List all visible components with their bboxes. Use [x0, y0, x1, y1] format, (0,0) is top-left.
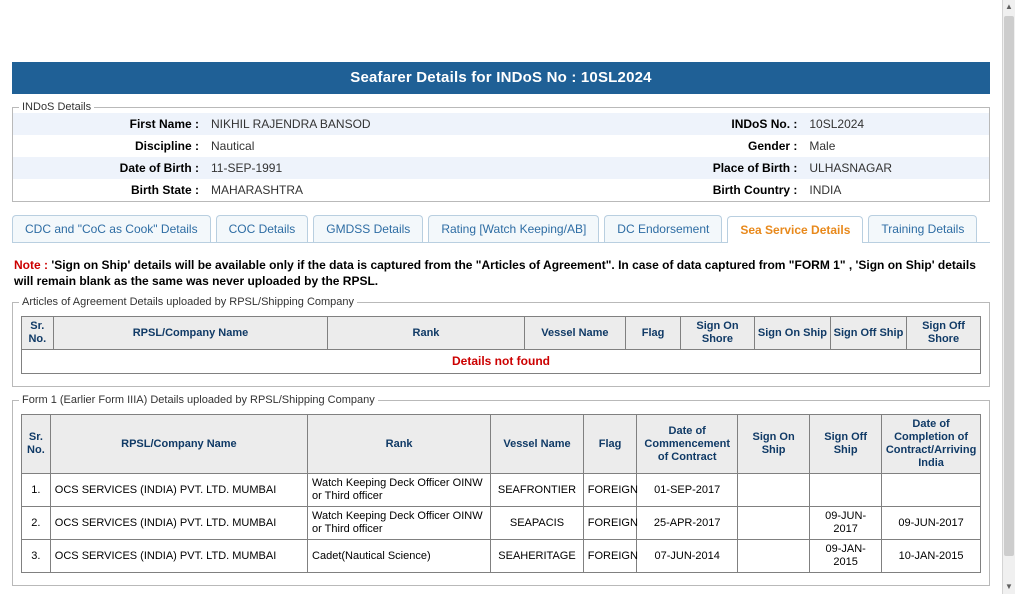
cell-date-of-completion: 10-JAN-2015: [882, 540, 981, 573]
dob-label: Date of Birth :: [13, 157, 205, 179]
table-row: [22, 474, 981, 507]
table-header-row: [22, 317, 981, 350]
chevron-down-icon[interactable]: ▼: [1005, 582, 1013, 591]
first-name-label: First Name :: [13, 113, 205, 135]
col-sign-on-shore: Sign On Shore: [681, 317, 755, 350]
note-text: [14, 257, 988, 289]
cell-sign-off-ship: 09-JUN-2017: [810, 507, 882, 540]
cell-sr-no: 3.: [22, 540, 51, 573]
note-label: Note :: [14, 258, 48, 272]
col-sign-off-shore: Sign Off Shore: [906, 317, 980, 350]
cell-sign-on-ship: [738, 474, 810, 507]
tab-bar: [12, 214, 990, 243]
cell-date-of-commencement: 07-JUN-2014: [637, 540, 738, 573]
col-company-name: RPSL/Company Name: [50, 415, 307, 474]
tab-training-details[interactable]: Training Details: [868, 215, 977, 242]
cell-flag: FOREIGN: [583, 474, 637, 507]
articles-of-agreement-section: [12, 296, 990, 387]
birth-state-value: MAHARASHTRA: [211, 183, 304, 197]
cell-sr-no: 1.: [22, 474, 51, 507]
form1-legend: Form 1 (Earlier Form IIIA) Details uploaded by RPSL/Shipping Company: [22, 394, 375, 406]
col-date-of-commencement: Date of Commencement of Contract: [637, 415, 738, 474]
seafarer-details-panel: [12, 62, 990, 586]
page-title: Seafarer Details for INDoS No : 10SL2024: [12, 62, 990, 94]
cell-company-name: OCS SERVICES (INDIA) PVT. LTD. MUMBAI: [50, 507, 307, 540]
col-flag: Flag: [626, 317, 681, 350]
tab-gmdss-details[interactable]: GMDSS Details: [313, 215, 423, 242]
chevron-up-icon[interactable]: ▲: [1005, 2, 1013, 11]
first-name-value: NIKHIL RAJENDRA BANSOD: [205, 113, 541, 135]
col-rank: Rank: [308, 415, 491, 474]
cell-sr-no: 2.: [22, 507, 51, 540]
tab-cdc-and-coc-as-cook-details[interactable]: CDC and "CoC as Cook" Details: [12, 215, 211, 242]
birth-country-value: INDIA: [809, 183, 842, 197]
col-flag: Flag: [583, 415, 637, 474]
birth-state-label: Birth State :: [130, 183, 199, 197]
articles-of-agreement-table: [21, 316, 981, 374]
articles-of-agreement-legend: Articles of Agreement Details uploaded by RPSL/Shipping Company: [22, 296, 355, 308]
indos-no-value: 10SL2024: [803, 113, 989, 135]
col-sign-on-ship: Sign On Ship: [738, 415, 810, 474]
discipline-label: Discipline :: [134, 139, 199, 153]
table-row: [13, 157, 989, 179]
tab-rating-watch-keeping-ab[interactable]: Rating [Watch Keeping/AB]: [428, 215, 599, 242]
place-of-birth-label: Place of Birth :: [541, 157, 803, 179]
cell-date-of-completion: 09-JUN-2017: [882, 507, 981, 540]
col-sr-no: Sr. No.: [22, 317, 54, 350]
cell-rank: Watch Keeping Deck Officer OINW or Third officer: [308, 474, 491, 507]
indos-details-table: [13, 113, 989, 201]
cell-sign-off-ship: 09-JAN-2015: [810, 540, 882, 573]
scrollbar-thumb[interactable]: [1004, 16, 1014, 556]
cell-sign-off-ship: [810, 474, 882, 507]
cell-vessel-name: SEAPACIS: [491, 507, 584, 540]
table-row: [22, 540, 981, 573]
indos-details-legend: INDoS Details: [22, 101, 92, 113]
place-of-birth-value: ULHASNAGAR: [803, 157, 989, 179]
tab-coc-details[interactable]: COC Details: [216, 215, 309, 242]
cell-sign-on-ship: [738, 507, 810, 540]
table-header-row: [22, 415, 981, 474]
note-body: 'Sign on Ship' details will be available only if the data is captured from the "Articles of Agreement". In case of data captured from "FORM 1" , 'Sign on Ship' details will remain blank as the same was never uploaded by the RPSL.: [14, 258, 976, 288]
col-date-of-completion: Date of Completion of Contract/Arriving India: [882, 415, 981, 474]
vertical-scrollbar[interactable]: [1002, 0, 1015, 594]
cell-rank: Cadet(Nautical Science): [308, 540, 491, 573]
cell-date-of-completion: [882, 474, 981, 507]
cell-flag: FOREIGN: [583, 540, 637, 573]
col-vessel-name: Vessel Name: [524, 317, 625, 350]
table-row: [22, 507, 981, 540]
gender-value: Male: [809, 139, 836, 153]
col-vessel-name: Vessel Name: [491, 415, 584, 474]
cell-company-name: OCS SERVICES (INDIA) PVT. LTD. MUMBAI: [50, 540, 307, 573]
cell-vessel-name: SEAFRONTIER: [491, 474, 584, 507]
indos-no-label: INDoS No. :: [541, 113, 803, 135]
cell-vessel-name: SEAHERITAGE: [491, 540, 584, 573]
tab-dc-endorsement[interactable]: DC Endorsement: [604, 215, 722, 242]
col-company-name: RPSL/Company Name: [53, 317, 328, 350]
details-not-found-message: Details not found: [22, 350, 981, 374]
indos-details-section: [12, 101, 990, 202]
birth-country-label: Birth Country :: [712, 183, 798, 197]
gender-label: Gender :: [748, 139, 798, 153]
table-row: [13, 113, 989, 135]
discipline-value: Nautical: [211, 139, 255, 153]
tab-sea-service-details[interactable]: Sea Service Details: [727, 216, 863, 243]
cell-sign-on-ship: [738, 540, 810, 573]
col-sr-no: Sr. No.: [22, 415, 51, 474]
cell-date-of-commencement: 01-SEP-2017: [637, 474, 738, 507]
cell-flag: FOREIGN: [583, 507, 637, 540]
col-sign-off-ship: Sign Off Ship: [810, 415, 882, 474]
table-row-empty: [22, 350, 981, 374]
col-sign-on-ship: Sign On Ship: [754, 317, 830, 350]
cell-company-name: OCS SERVICES (INDIA) PVT. LTD. MUMBAI: [50, 474, 307, 507]
col-rank: Rank: [328, 317, 524, 350]
table-row: [13, 179, 989, 201]
dob-value: 11-SEP-1991: [205, 157, 541, 179]
table-row: [13, 135, 989, 157]
form1-section: [12, 394, 990, 586]
cell-rank: Watch Keeping Deck Officer OINW or Third officer: [308, 507, 491, 540]
col-sign-off-ship: Sign Off Ship: [830, 317, 906, 350]
form1-table: [21, 414, 981, 573]
cell-date-of-commencement: 25-APR-2017: [637, 507, 738, 540]
